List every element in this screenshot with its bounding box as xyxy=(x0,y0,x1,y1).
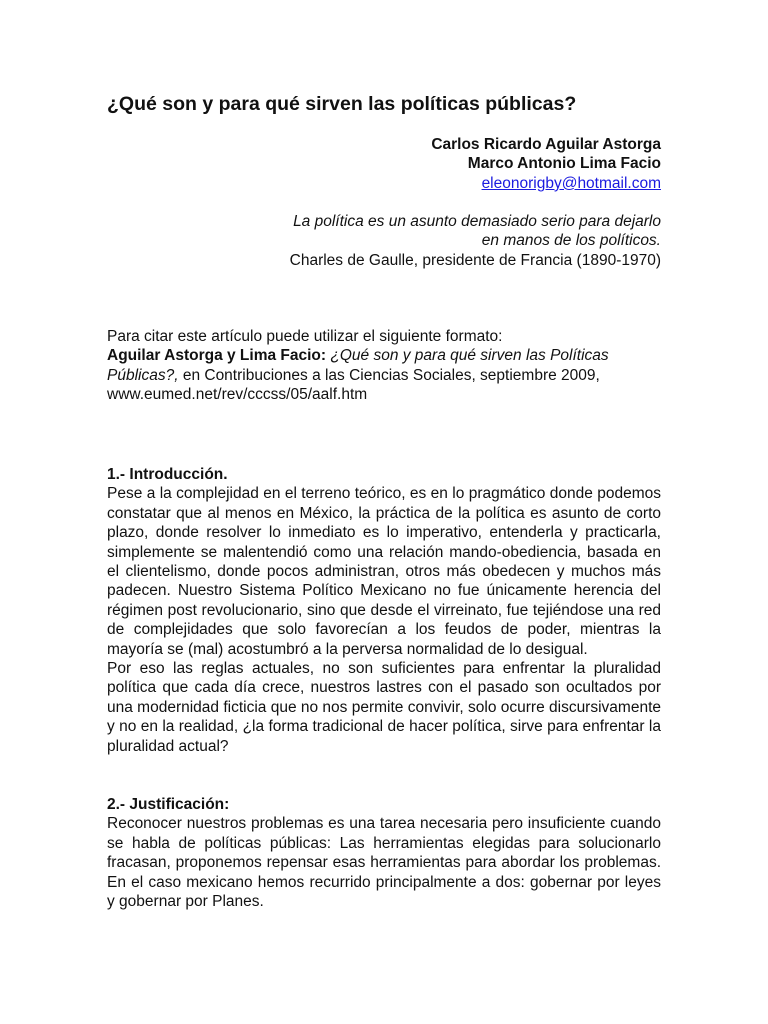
citation-authors: Aguilar Astorga y Lima Facio: xyxy=(107,347,327,365)
section-heading: 2.- Justificación: xyxy=(107,796,230,813)
citation-intro: Para citar este artículo puede utilizar el siguiente formato: xyxy=(107,328,503,345)
author-email-link[interactable]: eleonorigby@hotmail.com xyxy=(481,174,661,192)
author-name-2: Marco Antonio Lima Facio xyxy=(467,155,661,173)
citation-block xyxy=(107,327,661,405)
citation-reference xyxy=(107,346,661,404)
author-name-1: Carlos Ricardo Aguilar Astorga xyxy=(431,136,661,153)
section-paragraph: Pese a la complejidad en el terreno teórico, es en lo pragmático donde podemos constatar que al menos en México, la práctica de la política es asunto de corto plazo, donde resolver lo inmediato es lo imperativo, entenderla y practicarla, simplemente se malentendió como una relación mando-obediencia, basada en el clientelismo, donde pocos administran, otros más obedecen y muchos más padecen. Nuestro Sistema Político Mexicano no fue únicamente herencia del régimen post revolucionario, sino que desde el virreinato, fue tejiéndose una red de complejidades que solo favorecían a los feudos de poder, mientras la mayoría se (mal) acostumbró a la perversa normalidad de lo desigual. xyxy=(107,485,661,658)
epigraph-quote-line-2: en manos de los políticos. xyxy=(481,232,661,250)
document-title: ¿Qué son y para qué sirven las políticas públicas? xyxy=(107,93,577,115)
section-justificacion xyxy=(107,795,661,911)
section-paragraph: Reconocer nuestros problemas es una tarea necesaria pero insuficiente cuando se habla de políticas públicas: Las herramientas elegidas para solucionarlo fracasan, proponemos repensar esas herramientas para abordar los problemas. En el caso mexicano hemos recurrido principalmente a dos: gobernar por leyes y gobernar por Planes. xyxy=(107,815,661,911)
author-block xyxy=(431,135,661,193)
epigraph-attribution: Charles de Gaulle, presidente de Francia (1890-1970) xyxy=(289,251,661,269)
citation-title: ¿Qué son y para qué sirven las Políticas Públicas?, xyxy=(107,347,609,384)
section-heading: 1.- Introducción. xyxy=(107,466,228,483)
section-paragraph: Por eso las reglas actuales, no son suficientes para enfrentar la pluralidad política que cada día crece, nuestros lastres con el pasado son ocultados por una modernidad ficticia que no nos permite convivir, solo ocurre discursivamente y no en la realidad, ¿la forma tradicional de hacer política, sirve para enfrentar la pluralidad actual? xyxy=(107,660,661,755)
section-introduccion xyxy=(107,465,661,756)
citation-details: en Contribuciones a las Ciencias Sociales, septiembre 2009, www.eumed.net/rev/cccss/05/aalf.htm xyxy=(107,366,600,404)
epigraph-quote-line-1: La política es un asunto demasiado serio para dejarlo xyxy=(293,213,661,230)
epigraph xyxy=(290,212,661,270)
